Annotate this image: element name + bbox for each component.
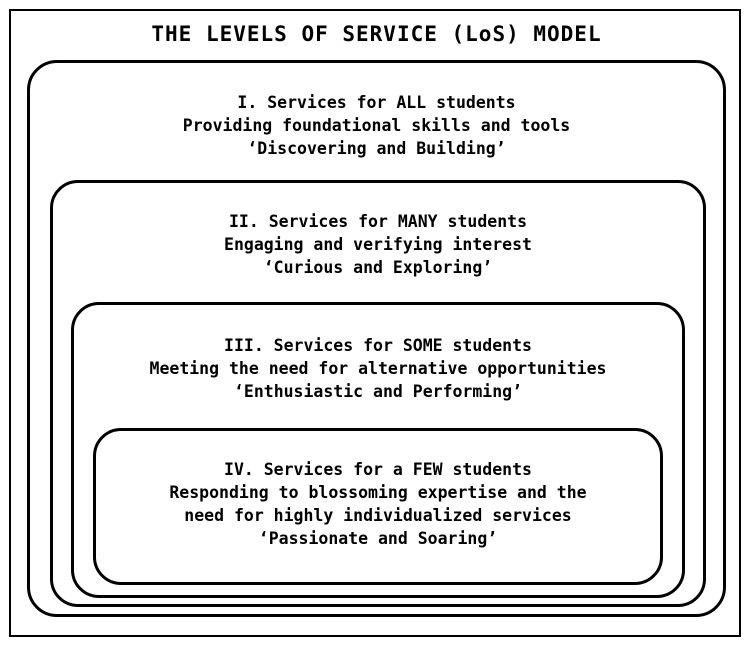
level-4-description-line-2: need for highly individualized services — [184, 506, 572, 525]
level-3-text — [74, 334, 682, 403]
level-1-text — [30, 91, 723, 160]
level-4-box — [93, 428, 663, 585]
level-2-text — [53, 210, 703, 279]
level-1-description: Providing foundational skills and tools — [182, 116, 571, 135]
level-1-heading: I. Services for ALL students — [237, 93, 516, 112]
level-3-description: Meeting the need for alternative opportunities — [149, 359, 607, 378]
level-4-description-line-1: Responding to blossoming expertise and the — [169, 483, 587, 502]
level-4-text — [96, 458, 660, 550]
level-1-motto: ‘Discovering and Building’ — [247, 139, 506, 158]
diagram-title: THE LEVELS OF SERVICE (LoS) MODEL — [151, 22, 602, 46]
level-4-heading: IV. Services for a FEW students — [224, 460, 532, 479]
level-4-motto: ‘Passionate and Soaring’ — [258, 529, 498, 548]
level-2-heading: II. Services for MANY students — [228, 212, 527, 231]
level-3-heading: III. Services for SOME students — [224, 336, 532, 355]
level-3-motto: ‘Enthusiastic and Performing’ — [233, 382, 523, 401]
level-2-motto: ‘Curious and Exploring’ — [263, 258, 493, 277]
level-2-description: Engaging and verifying interest — [224, 235, 532, 254]
